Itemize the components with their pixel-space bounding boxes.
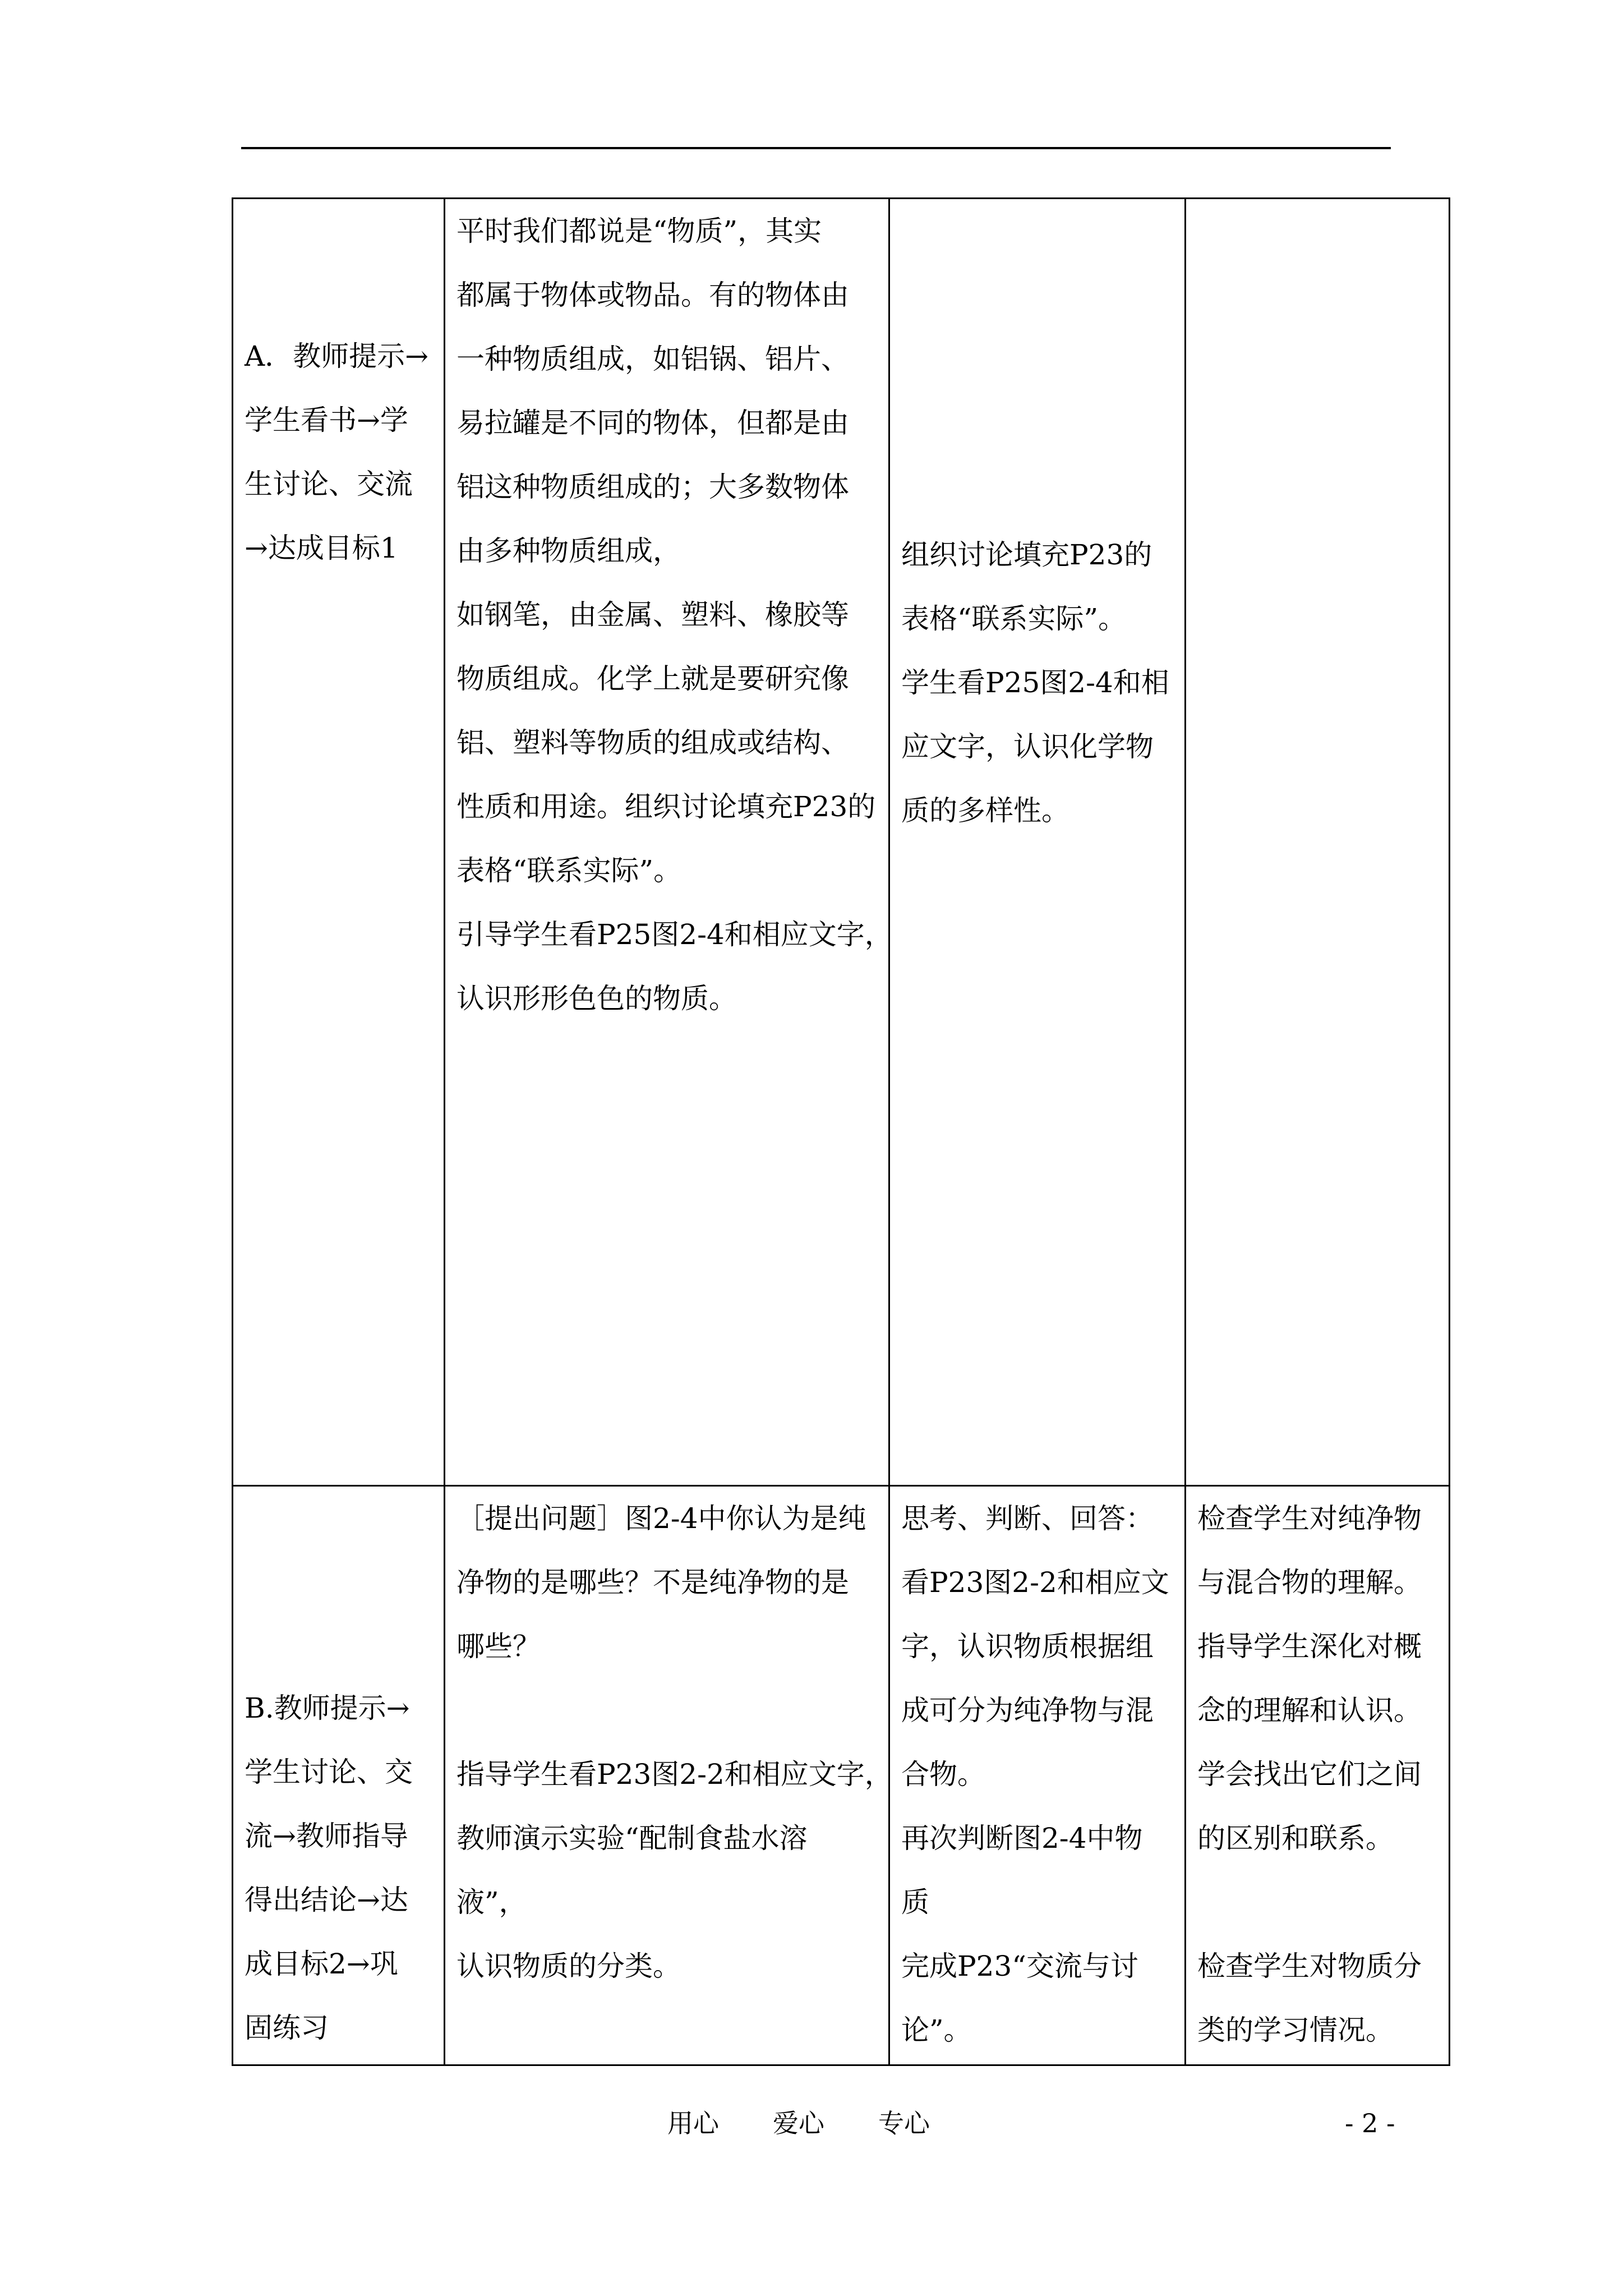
cell-text-line: 认识形形色色的物质。 xyxy=(457,982,737,1015)
cell-text-line: A．教师提示→ xyxy=(245,340,429,372)
row-a-student-cell xyxy=(889,199,1186,1486)
cell-text-line: 成可分为纯净物与混 xyxy=(901,1694,1154,1727)
cell-text-line: 如钢笔，由金属、塑料、橡胶等 xyxy=(457,599,849,631)
table-row xyxy=(233,199,1450,1486)
cell-text-line: 认识物质的分类。 xyxy=(457,1950,681,1982)
row-a-teacher-cell xyxy=(445,199,893,1486)
blank-line xyxy=(1197,1870,1437,1934)
cell-text-line: 指导学生看P23图2-2和相应文字， xyxy=(457,1758,893,1791)
cell-text-line: 类的学习情况。 xyxy=(1197,2014,1394,2046)
cell-text-line: ［提出问题］图2-4中你认为是纯 xyxy=(457,1502,866,1535)
cell-text-line: 由多种物质组成， xyxy=(457,535,681,567)
cell-text-line: B.教师提示→ xyxy=(245,1692,410,1724)
cell-text-line: 固练习 xyxy=(245,2012,329,2044)
row-a-intent-cell xyxy=(1186,199,1450,1486)
cell-text-line: 哪些？ xyxy=(457,1630,541,1663)
cell-text-line: 表格“联系实际”。 xyxy=(901,602,1127,635)
cell-text-line: 与混合物的理解。 xyxy=(1197,1566,1422,1599)
cell-text-line: 易拉罐是不同的物体，但都是由 xyxy=(457,407,849,439)
cell-text-line: 学生讨论、交 xyxy=(245,1756,413,1788)
footer-word: 爱心 xyxy=(773,2108,824,2138)
cell-text-line: 教师演示实验“配制食盐水溶 xyxy=(457,1822,808,1855)
cell-text-line: 性质和用途。组织讨论填充P23的 xyxy=(457,790,876,823)
cell-text-line: 平时我们都说是“物质”，其实 xyxy=(457,215,822,247)
cell-text-line: 完成P23“交流与讨 xyxy=(901,1950,1138,1982)
cell-text-line: 论”。 xyxy=(901,2014,972,2046)
cell-text-line: 学生看书→学 xyxy=(245,404,408,436)
footer-word: 专心 xyxy=(878,2108,930,2138)
header-rule xyxy=(241,147,1391,149)
cell-text-line: 铝、塑料等物质的组成或结构、 xyxy=(457,726,849,759)
cell-text-line: 一种物质组成，如铝锅、铝片、 xyxy=(457,343,849,375)
lesson-plan-table xyxy=(232,197,1450,2066)
cell-text-line: 学会找出它们之间 xyxy=(1197,1758,1422,1791)
cell-text-line: 字，认识物质根据组 xyxy=(901,1630,1154,1663)
cell-text-line: 物质组成。化学上就是要研究像 xyxy=(457,662,849,695)
cell-text-line: 组织讨论填充P23的 xyxy=(901,539,1152,571)
cell-text-line: 合物。 xyxy=(901,1758,985,1791)
cell-text-line: 液”， xyxy=(457,1886,527,1918)
cell-text-line: 质 xyxy=(901,1886,929,1918)
blank-line xyxy=(457,1678,877,1742)
cell-text-line: →达成目标1 xyxy=(245,532,398,564)
footer-motto xyxy=(667,2106,930,2140)
row-b-intent-cell xyxy=(1186,1486,1450,2065)
row-b-teacher-cell xyxy=(445,1486,893,2065)
cell-text-line: 指导学生深化对概 xyxy=(1197,1630,1422,1663)
cell-text-line: 检查学生对纯净物 xyxy=(1197,1502,1422,1535)
cell-text-line: 引导学生看P25图2-4和相应文字， xyxy=(457,918,893,951)
row-b-student-cell xyxy=(889,1486,1186,2065)
cell-text-line: 都属于物体或物品。有的物体由 xyxy=(457,279,849,311)
page-footer xyxy=(0,2106,1623,2140)
table-row xyxy=(233,1486,1450,2065)
cell-text-line: 铝这种物质组成的；大多数物体 xyxy=(457,471,849,503)
cell-text-line: 生讨论、交流 xyxy=(245,468,413,500)
cell-text-line: 的区别和联系。 xyxy=(1197,1822,1394,1855)
cell-text-line: 表格“联系实际”。 xyxy=(457,854,682,887)
cell-text-line: 检查学生对物质分 xyxy=(1197,1950,1422,1982)
cell-text-line: 应文字，认识化学物 xyxy=(901,730,1154,763)
cell-text-line: 思考、判断、回答： xyxy=(901,1502,1154,1535)
footer-word: 用心 xyxy=(667,2108,719,2138)
page-number: - 2 - xyxy=(1345,2108,1395,2138)
cell-text-line: 质的多样性。 xyxy=(901,794,1069,827)
cell-text-line: 念的理解和认识。 xyxy=(1197,1694,1422,1727)
cell-text-line: 得出结论→达 xyxy=(245,1884,408,1916)
cell-text-line: 净物的是哪些？不是纯净物的是 xyxy=(457,1566,849,1599)
row-a-activity-cell xyxy=(233,199,445,1486)
cell-text-line: 看P23图2-2和相应文 xyxy=(901,1566,1169,1599)
cell-text-line: 流→教师指导 xyxy=(245,1820,408,1852)
cell-text-line: 再次判断图2-4中物 xyxy=(901,1822,1143,1855)
cell-text-line: 学生看P25图2-4和相 xyxy=(901,666,1169,699)
row-b-activity-cell xyxy=(233,1486,445,2065)
cell-text-line: 成目标2→巩 xyxy=(245,1948,398,1980)
